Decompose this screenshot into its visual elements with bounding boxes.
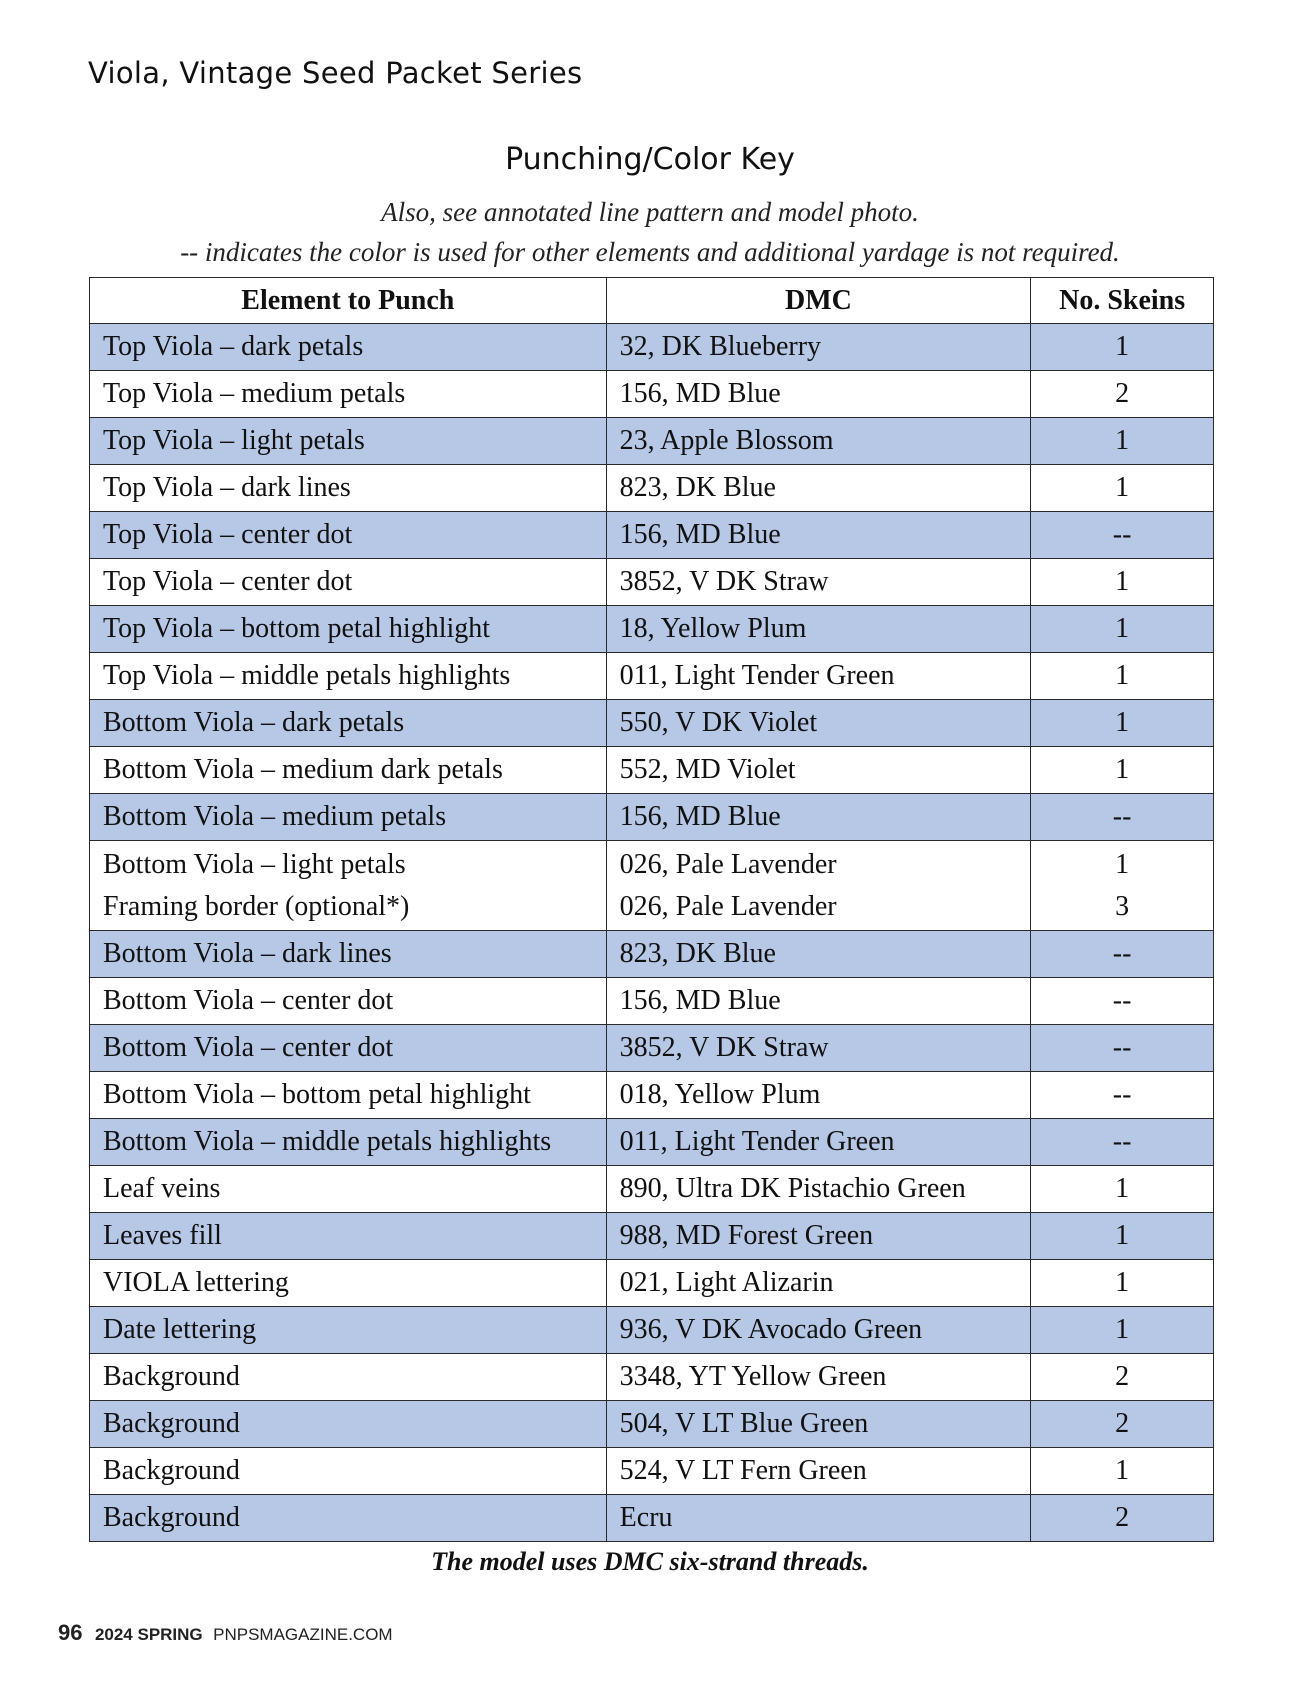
cell-skeins	[1031, 841, 1214, 931]
cell-skeins: --	[1031, 512, 1214, 559]
page-number: 96	[58, 1620, 83, 1645]
table-row	[90, 1307, 1214, 1354]
cell-element: Bottom Viola – medium dark petals	[90, 747, 607, 794]
cell-dmc: 021, Light Alizarin	[606, 1260, 1031, 1307]
cell-dmc: 011, Light Tender Green	[606, 653, 1031, 700]
cell-element: Bottom Viola – dark lines	[90, 931, 607, 978]
table-row	[90, 978, 1214, 1025]
cell-skeins: 2	[1031, 371, 1214, 418]
cell-skeins: 1	[1031, 1260, 1214, 1307]
cell-dmc: 3852, V DK Straw	[606, 559, 1031, 606]
table-row	[90, 1119, 1214, 1166]
cell-skeins: 2	[1031, 1354, 1214, 1401]
cell-dmc: 988, MD Forest Green	[606, 1213, 1031, 1260]
cell-skeins: 1	[1031, 559, 1214, 606]
cell-skeins: 1	[1031, 324, 1214, 371]
cell-skeins: 1	[1031, 606, 1214, 653]
cell-skeins-line: 3	[1115, 890, 1130, 922]
header-element: Element to Punch	[90, 278, 607, 324]
cell-element: Bottom Viola – center dot	[90, 1025, 607, 1072]
cell-element: Background	[90, 1354, 607, 1401]
cell-skeins: 1	[1031, 747, 1214, 794]
table-row	[90, 559, 1214, 606]
table-row	[90, 794, 1214, 841]
cell-skeins: --	[1031, 1025, 1214, 1072]
cell-dmc: 156, MD Blue	[606, 794, 1031, 841]
cell-dmc: 156, MD Blue	[606, 978, 1031, 1025]
cell-skeins: 1	[1031, 653, 1214, 700]
cell-element: Background	[90, 1401, 607, 1448]
cell-element: Bottom Viola – middle petals highlights	[90, 1119, 607, 1166]
table-row	[90, 1354, 1214, 1401]
cell-dmc: 524, V LT Fern Green	[606, 1448, 1031, 1495]
cell-skeins: --	[1031, 1119, 1214, 1166]
color-key-table	[89, 277, 1214, 1542]
cell-element: Leaf veins	[90, 1166, 607, 1213]
cell-dmc: 890, Ultra DK Pistachio Green	[606, 1166, 1031, 1213]
cell-skeins: 1	[1031, 465, 1214, 512]
cell-element-line: Bottom Viola – light petals	[103, 848, 406, 880]
table-row	[90, 1401, 1214, 1448]
cell-dmc: 23, Apple Blossom	[606, 418, 1031, 465]
table-row	[90, 606, 1214, 653]
cell-element: Bottom Viola – dark petals	[90, 700, 607, 747]
cell-dmc: 18, Yellow Plum	[606, 606, 1031, 653]
page-header-title: Viola, Vintage Seed Packet Series	[88, 56, 583, 90]
cell-dmc-line: 026, Pale Lavender	[619, 848, 837, 880]
key-title: Punching/Color Key	[505, 142, 795, 177]
key-note-dashes: -- indicates the color is used for other elements and additional yardage is not required.	[180, 237, 1120, 267]
cell-element: Background	[90, 1495, 607, 1542]
cell-dmc: 504, V LT Blue Green	[606, 1401, 1031, 1448]
cell-element: Top Viola – dark petals	[90, 324, 607, 371]
cell-element	[90, 841, 607, 931]
cell-dmc: 156, MD Blue	[606, 371, 1031, 418]
cell-skeins: --	[1031, 931, 1214, 978]
table-row	[90, 700, 1214, 747]
table-row	[90, 465, 1214, 512]
cell-element: Bottom Viola – center dot	[90, 978, 607, 1025]
cell-dmc: 156, MD Blue	[606, 512, 1031, 559]
table-row	[90, 1072, 1214, 1119]
page-footer	[58, 1620, 393, 1646]
cell-element: Bottom Viola – bottom petal highlight	[90, 1072, 607, 1119]
cell-skeins: --	[1031, 794, 1214, 841]
cell-skeins: 1	[1031, 1307, 1214, 1354]
cell-element: Bottom Viola – medium petals	[90, 794, 607, 841]
cell-element: Top Viola – medium petals	[90, 371, 607, 418]
table-row	[90, 931, 1214, 978]
table-header-row	[90, 278, 1214, 324]
cell-skeins: --	[1031, 1072, 1214, 1119]
cell-skeins: 2	[1031, 1495, 1214, 1542]
cell-skeins: --	[1031, 978, 1214, 1025]
site-link[interactable]: PNPSMAGAZINE.COM	[213, 1625, 393, 1644]
cell-dmc: 011, Light Tender Green	[606, 1119, 1031, 1166]
table-row	[90, 1495, 1214, 1542]
cell-skeins: 2	[1031, 1401, 1214, 1448]
cell-dmc: 3852, V DK Straw	[606, 1025, 1031, 1072]
cell-element: Date lettering	[90, 1307, 607, 1354]
table-row	[90, 841, 1214, 931]
cell-element: Background	[90, 1448, 607, 1495]
table-row	[90, 747, 1214, 794]
table-body	[90, 324, 1214, 1542]
cell-dmc: 823, DK Blue	[606, 931, 1031, 978]
table-row	[90, 324, 1214, 371]
cell-skeins: 1	[1031, 1448, 1214, 1495]
cell-dmc: 3348, YT Yellow Green	[606, 1354, 1031, 1401]
table-row	[90, 1166, 1214, 1213]
header-dmc: DMC	[606, 278, 1031, 324]
cell-skeins: 1	[1031, 1213, 1214, 1260]
table-row	[90, 1213, 1214, 1260]
cell-dmc	[606, 841, 1031, 931]
cell-element: Top Viola – center dot	[90, 559, 607, 606]
cell-element: Top Viola – dark lines	[90, 465, 607, 512]
cell-skeins-line: 1	[1115, 848, 1130, 880]
cell-element: Top Viola – bottom petal highlight	[90, 606, 607, 653]
table-row	[90, 512, 1214, 559]
cell-skeins: 1	[1031, 1166, 1214, 1213]
table-row	[90, 371, 1214, 418]
cell-element: Top Viola – light petals	[90, 418, 607, 465]
issue-label: 2024 SPRING	[94, 1625, 203, 1644]
table-row	[90, 418, 1214, 465]
cell-dmc: 936, V DK Avocado Green	[606, 1307, 1031, 1354]
cell-element: Top Viola – middle petals highlights	[90, 653, 607, 700]
cell-element-line: Framing border (optional*)	[103, 890, 410, 922]
cell-dmc: Ecru	[606, 1495, 1031, 1542]
cell-dmc: 32, DK Blueberry	[606, 324, 1031, 371]
key-note-pattern: Also, see annotated line pattern and model photo.	[381, 197, 919, 227]
table-row	[90, 1025, 1214, 1072]
cell-skeins: 1	[1031, 418, 1214, 465]
header-skeins: No. Skeins	[1031, 278, 1214, 324]
cell-dmc: 823, DK Blue	[606, 465, 1031, 512]
cell-element: Top Viola – center dot	[90, 512, 607, 559]
table-row	[90, 1260, 1214, 1307]
footnote: The model uses DMC six-strand threads.	[431, 1547, 869, 1576]
cell-dmc-line: 026, Pale Lavender	[619, 890, 837, 922]
table-row	[90, 653, 1214, 700]
cell-dmc: 550, V DK Violet	[606, 700, 1031, 747]
cell-element: Leaves fill	[90, 1213, 607, 1260]
cell-dmc: 018, Yellow Plum	[606, 1072, 1031, 1119]
cell-skeins: 1	[1031, 700, 1214, 747]
cell-element: VIOLA lettering	[90, 1260, 607, 1307]
cell-dmc: 552, MD Violet	[606, 747, 1031, 794]
table-row	[90, 1448, 1214, 1495]
